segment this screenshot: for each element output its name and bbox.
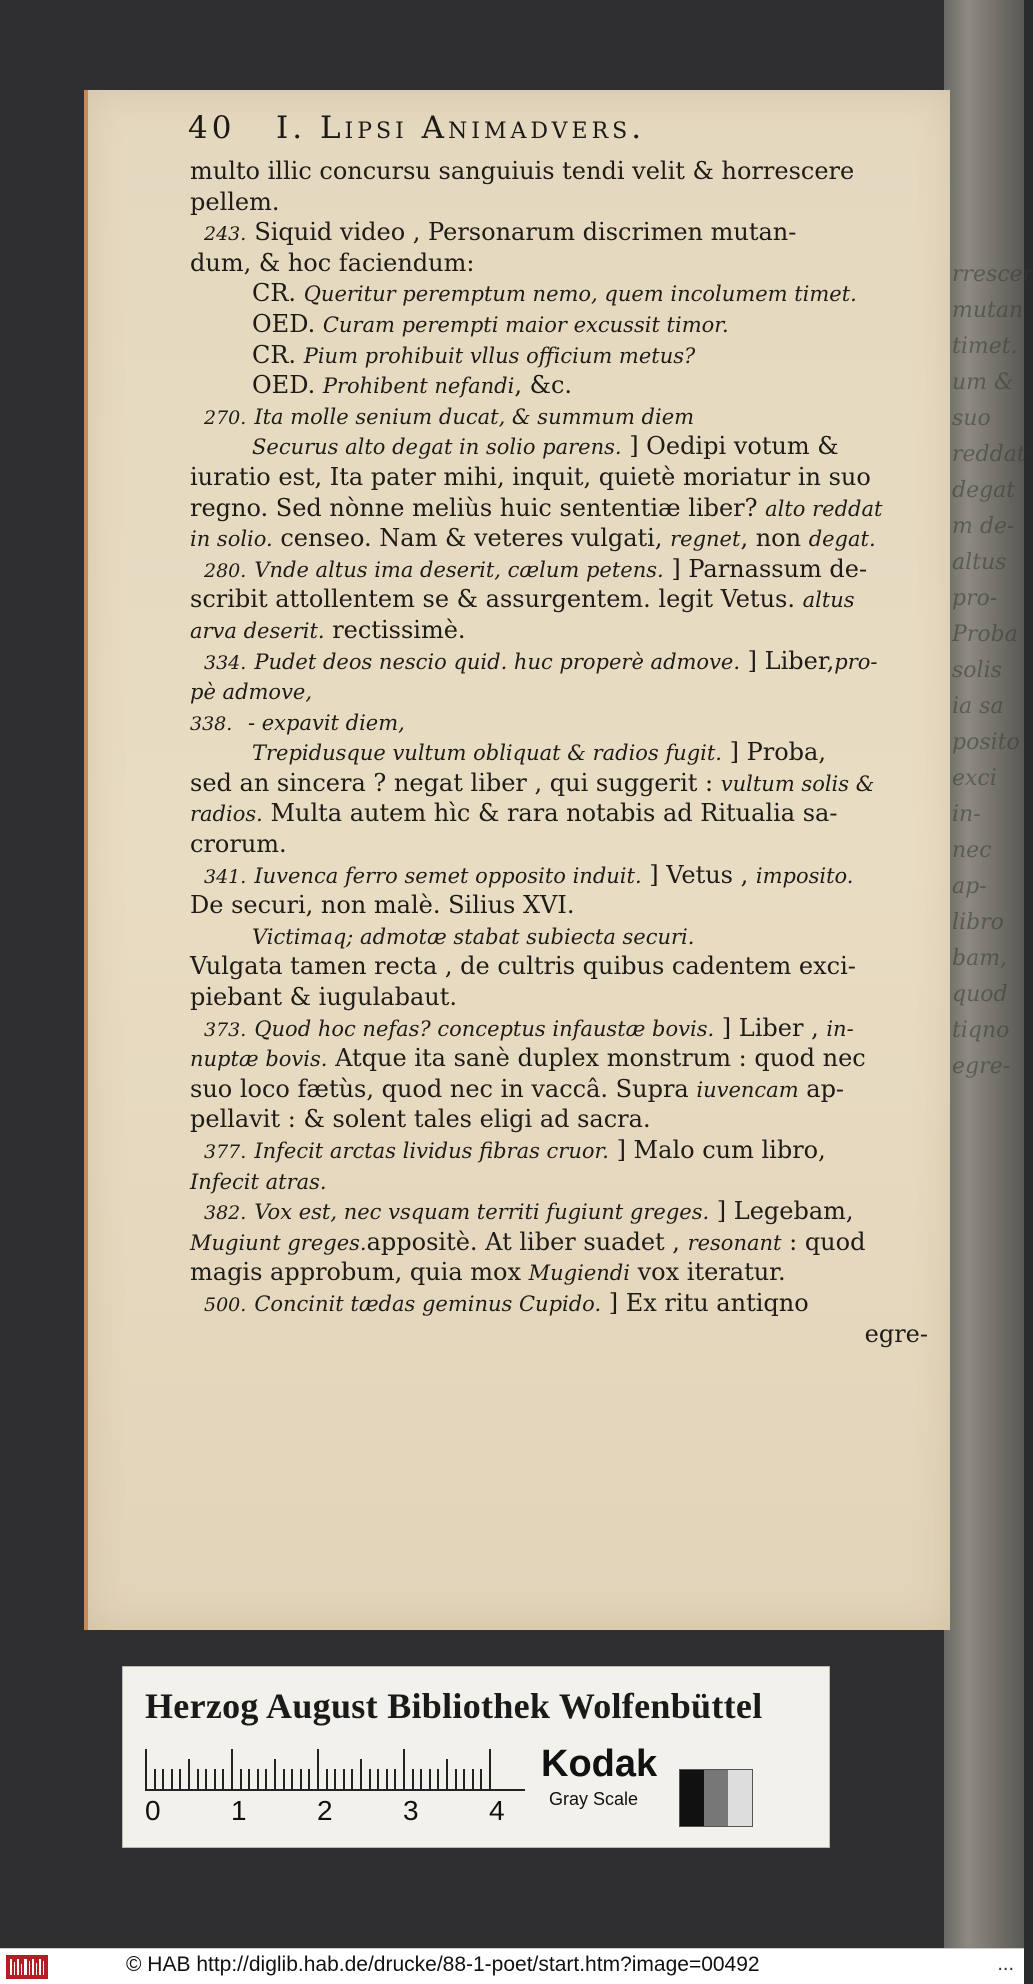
facing-page-text: exci [952,766,997,791]
text-span: vultum solis & [720,771,875,796]
line-reference: 341. [204,865,247,888]
text-line [190,340,938,371]
text-span: radios. [190,802,263,827]
ruler-tick [377,1769,379,1789]
text-span: resonant [687,1230,782,1255]
library-label [122,1666,830,1848]
facing-page-text: in- [952,802,981,827]
kodak-logo: Kodak [541,1743,658,1785]
text-span: ] Malo cum libro, [608,1136,826,1164]
ruler-tick [360,1759,362,1789]
text-span: pro- [834,649,878,674]
facing-page-edge [944,0,1033,1948]
facing-page-text: pro- [952,586,998,611]
facing-page-text: um & [952,370,1014,395]
ruler-number: 2 [317,1795,333,1826]
ruler-tick [446,1759,448,1789]
text-line [190,707,938,738]
text-line [190,890,938,921]
facing-page-text: quod [952,982,1008,1007]
page-text [190,156,938,1349]
ruler-tick [162,1769,164,1789]
text-line [190,737,938,768]
text-span: Siquid video , Personarum discrimen mutan- [254,218,797,247]
text-span: ] Liber, [740,646,835,675]
text-span: scribit attollentem se & assurgentem. legit Vetus. [190,585,803,614]
ruler-tick [222,1769,224,1789]
ruler-tick [394,1769,396,1789]
ruler-number: 4 [489,1795,505,1826]
text-span: Pudet deos nescio quid. huc properè admove. [254,649,741,674]
text-span: Concinit tædas geminus Cupido. [254,1291,602,1316]
text-line [190,1257,938,1288]
text-span: ] Ex ritu antiqno [601,1288,809,1317]
gray-scale-swatch [679,1769,753,1827]
text-span: imposito. [755,863,854,888]
text-span: OED. [252,309,323,338]
text-span: magis approbum, quia mox [190,1258,529,1287]
text-span: ] Oedipi votum & [621,432,839,461]
text-line [190,370,938,401]
ruler-tick [437,1769,439,1789]
ruler-tick [472,1769,474,1789]
text-line [190,860,938,891]
text-span: OED. [252,371,323,400]
ruler [145,1747,525,1791]
text-line [190,462,938,493]
text-span: pè admove, [190,680,313,705]
facing-page-text: ap- [952,874,987,899]
text-line [190,676,938,707]
text-line [190,798,938,829]
text-span: Trepidusque vultum obliquat & radios fugit. [252,741,722,766]
facing-page-text: m de- [952,514,1015,539]
viewer-footer [0,1948,1024,1984]
text-span: ap- [798,1074,845,1103]
text-span: rectissimè. [324,615,466,644]
text-line [190,615,938,646]
ruler-tick [145,1749,147,1789]
ruler-tick [265,1769,267,1789]
text-span: arva deserit. [190,618,325,643]
text-span: Multa autem hìc & rara notabis ad Ritualia sa- [262,799,838,828]
line-reference: 382. [204,1202,247,1225]
text-line [190,1074,938,1105]
ruler-tick [386,1769,388,1789]
text-span: censeo. Nam & veteres vulgati, [272,524,671,553]
ruler-tick [231,1749,233,1789]
ruler-tick [214,1769,216,1789]
text-line [190,1135,938,1166]
ruler-tick [154,1769,156,1789]
text-line [190,401,938,432]
text-line [190,1013,938,1044]
text-line [190,1227,938,1258]
ruler-tick [317,1749,319,1789]
text-line [190,248,938,279]
text-span: Ita molle senium ducat, & summum diem [254,404,695,429]
text-line [190,431,938,462]
line-reference: 377. [204,1141,247,1163]
text-span: regno. Sed nònne meliùs huic sententiæ liber? [190,493,766,522]
text-span: Infecit atras. [190,1169,327,1194]
facing-page-text: nec [952,838,992,863]
text-span: alto reddat [765,496,883,521]
ruler-tick [334,1769,336,1789]
ruler-number: 0 [145,1795,161,1826]
more-options-icon[interactable]: ... [997,1953,1014,1975]
text-span: ] Legebam, [709,1197,854,1226]
ruler-tick [257,1769,259,1789]
ruler-tick [403,1749,405,1789]
text-line [190,584,938,615]
ruler-tick [369,1769,371,1789]
line-reference: 280. [204,559,247,582]
ruler-tick [283,1769,285,1789]
text-line [190,278,938,309]
text-span: , &c. [514,371,573,400]
ruler-tick [343,1769,345,1789]
ruler-tick [274,1759,276,1789]
line-reference: 338. [190,712,233,735]
text-span: Iuvenca ferro semet opposito induit. [254,863,642,888]
text-span: ] Parnassum de- [663,554,868,583]
text-span: iuratio est, Ita pater mihi, inquit, quietè moriatur in suo [190,462,871,491]
text-span: - expavit diem, [247,710,405,735]
hab-barcode-icon [6,1955,48,1979]
text-span: Infecit arctas lividus fibras cruor. [254,1139,609,1163]
facing-page-text: altus [952,550,1007,575]
line-reference: 500. [204,1293,247,1316]
text-span: pellavit : & solent tales eligi ad sacra. [190,1105,651,1134]
facing-page-text: reddat [952,442,1026,467]
text-line [190,309,938,340]
text-span: ] Liber , [714,1013,827,1042]
ruler-tick [300,1769,302,1789]
text-span: Quod hoc nefas? conceptus infaustæ bovis. [254,1016,715,1041]
ruler-tick [463,1769,465,1789]
text-span: ] Vetus , [641,860,756,889]
text-span: , non [740,524,809,553]
line-reference: 243. [204,223,247,246]
text-span: egre- [864,1319,928,1348]
facing-page-text: rrescer [952,262,1033,287]
ruler-tick [326,1769,328,1789]
facing-page-text: egre- [952,1054,1011,1079]
facing-page-text: tiqno [952,1018,1010,1043]
text-span: Curam perempti maior excussit timor. [322,312,729,337]
text-span: ] Proba, [721,738,826,767]
text-span: Mugiendi [528,1261,630,1286]
text-span: Vox est, nec vsquam territi fugiunt greges. [254,1200,710,1225]
text-span: crorum. [190,830,287,859]
line-reference: 373. [204,1018,247,1041]
text-span: Vnde altus ima deserit, cælum petens. [254,557,664,582]
text-span: piebant & iugulabaut. [190,983,457,1012]
ruler-tick [308,1769,310,1789]
ruler-tick [188,1759,190,1789]
text-line [190,768,938,799]
text-span: Queritur peremptum nemo, quem incolumem timet. [303,282,857,307]
text-line [190,217,938,248]
ruler-tick [480,1769,482,1789]
ruler-tick [291,1769,293,1789]
ruler-tick [429,1769,431,1789]
text-span: Securus alto degat in solio parens. [252,435,622,460]
line-reference: 270. [204,406,247,429]
library-name: Herzog August Bibliothek Wolfenbüttel [145,1686,763,1726]
text-span: De securi, non malè. Silius XVI. [190,891,575,920]
ruler-number: 1 [231,1795,247,1826]
text-line [190,1104,938,1135]
text-line [190,921,938,952]
text-line [190,1166,938,1197]
text-span: altus [802,588,855,613]
text-span: regnet [670,527,741,552]
facing-page-text: mutan [952,298,1024,323]
text-span: degat. [808,527,876,552]
facing-page-text: solis [952,658,1002,683]
line-reference: 334. [204,651,247,674]
ruler-tick [420,1769,422,1789]
ruler-tick [171,1769,173,1789]
ruler-tick [179,1769,181,1789]
running-head-title: I. Lipsi Animadvers. [276,110,646,146]
facing-page-text: timet. [952,334,1018,359]
facing-page-text: bam, [952,946,1008,971]
facing-page-text: degat [952,478,1016,503]
ruler-tick [240,1769,242,1789]
text-span: : quod [781,1227,866,1256]
text-line [190,829,938,860]
running-head [188,110,948,150]
text-line [190,982,938,1013]
page-number: 40 [188,110,236,146]
text-span: CR. [252,340,304,369]
text-span: Pium prohibuit vllus officium metus? [303,343,696,368]
ruler-tick [248,1769,250,1789]
facing-page-text: Proba [952,622,1018,647]
ruler-tick [205,1769,207,1789]
text-line [190,1196,938,1227]
ruler-number: 3 [403,1795,419,1826]
ruler-tick [455,1769,457,1789]
facing-page-text: posito [952,730,1020,755]
text-span: Mugiunt greges. [190,1230,367,1255]
text-span: Vulgata tamen recta , de cultris quibus cadentem exci- [190,952,856,981]
text-line [190,1319,938,1350]
text-line [190,646,938,677]
text-line [190,951,938,982]
text-span: appositè. At liber suadet , [366,1227,688,1256]
text-span: nuptæ bovis. [190,1047,328,1072]
copyright-url[interactable]: © HAB http://diglib.hab.de/drucke/88-1-poet/start.htm?image=00492 [126,1953,760,1976]
text-line [190,493,938,524]
facing-page-text: suo [952,406,991,431]
text-line [190,156,938,187]
text-span: suo loco fætùs, quod nec in vaccâ. Supra [190,1074,697,1103]
facing-page-text: libro [952,910,1004,935]
text-line [190,187,938,218]
ruler-tick [412,1769,414,1789]
text-line [190,1288,938,1319]
text-span: Prohibent nefandi [322,374,515,399]
text-line [190,554,938,585]
ruler-tick [351,1769,353,1789]
facing-page-text: ia sa [952,694,1004,719]
text-span: in solio. [190,527,273,552]
text-span [240,708,248,736]
text-span: dum, & hoc faciendum: [190,248,475,277]
text-span: pellem. [190,187,280,216]
text-span: multo illic concursu sanguiuis tendi velit & horrescere [190,157,855,185]
text-span: sed an sincera ? negat liber , qui suggerit : [190,768,721,797]
ruler-tick [197,1769,199,1789]
text-span: Atque ita sanè duplex monstrum : quod nec [327,1044,866,1073]
text-line [190,523,938,554]
text-span: Victimaq; admotæ stabat subiecta securi. [252,924,695,949]
text-line [190,1043,938,1074]
text-span: vox iteratur. [629,1258,786,1287]
text-span: CR. [252,279,304,308]
ruler-tick [489,1749,491,1789]
text-span: iuvencam [696,1077,799,1102]
gray-scale-label: Gray Scale [549,1789,639,1809]
text-span: in- [826,1016,854,1041]
